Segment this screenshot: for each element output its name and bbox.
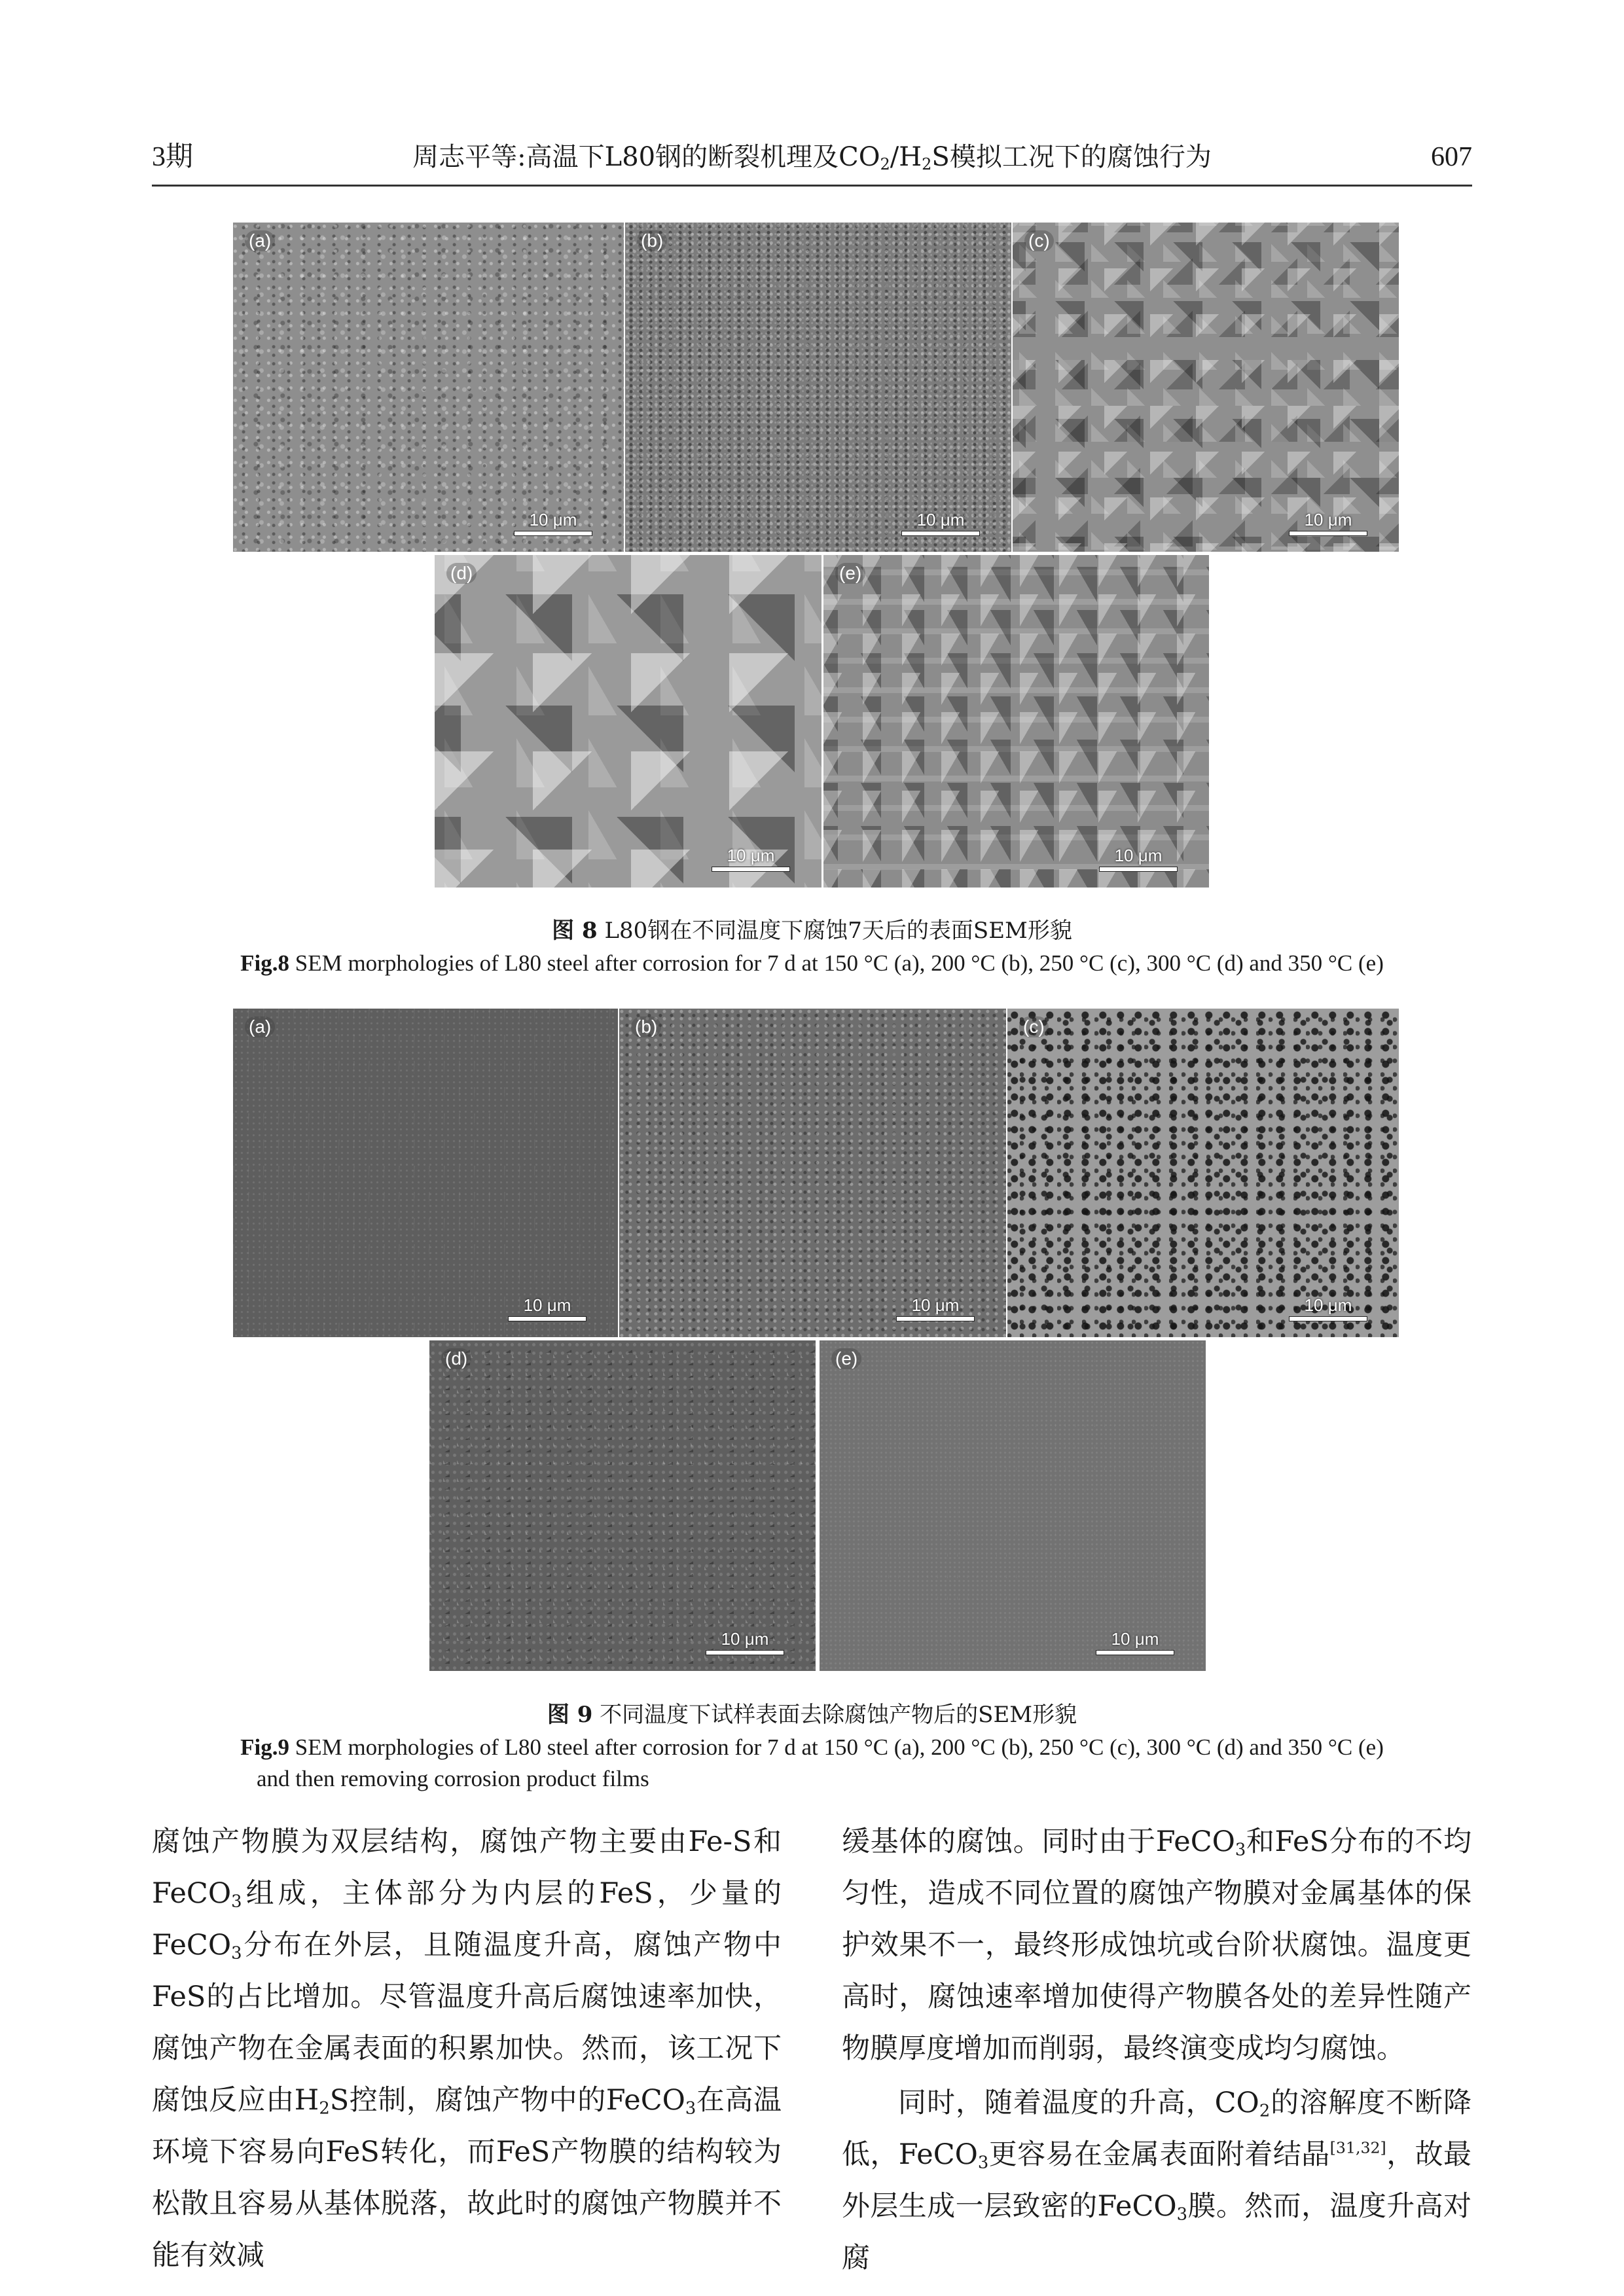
scale-bar-line bbox=[1099, 867, 1178, 872]
scale-bar-label: 10 μm bbox=[727, 846, 775, 865]
scale-bar-label: 10 μm bbox=[916, 510, 965, 529]
body-column-left bbox=[152, 1816, 782, 2282]
issue-number: 3期 bbox=[152, 142, 194, 172]
scale-bar-label: 10 μm bbox=[1111, 1629, 1159, 1649]
scale-bar-line bbox=[901, 531, 980, 536]
fig8-caption-en-number: Fig.8 bbox=[240, 950, 289, 976]
scale-bar bbox=[1289, 510, 1367, 536]
scale-bar bbox=[896, 1295, 975, 1321]
scale-bar-line bbox=[1289, 531, 1367, 536]
fig9-panel-e bbox=[820, 1340, 1206, 1671]
scale-bar-line bbox=[706, 1650, 784, 1655]
fig8-panel-e bbox=[823, 555, 1209, 888]
fig9-panel-d bbox=[429, 1340, 816, 1671]
sem-image bbox=[429, 1340, 816, 1671]
panel-label: (a) bbox=[245, 1016, 275, 1037]
sem-image bbox=[625, 223, 1011, 552]
fig9-panel-a bbox=[233, 1009, 618, 1337]
panel-label: (e) bbox=[835, 563, 865, 584]
running-title: 周志平等:高温下L80钢的断裂机理及$CO_2/H_2S$模拟工况下的腐蚀行为 bbox=[412, 142, 1212, 173]
fig8-caption-en-text: SEM morphologies of L80 steel after corrosion for 7 d at 150 °C (a), 200 °C (b), 250 °C (c), 300 °C (d) and 350 °C (e) bbox=[289, 950, 1384, 976]
panel-label: (c) bbox=[1024, 230, 1054, 251]
scale-bar bbox=[712, 846, 790, 872]
fig8-panel-c bbox=[1013, 223, 1399, 552]
sem-image bbox=[820, 1340, 1206, 1671]
scale-bar-line bbox=[712, 867, 790, 872]
body-paragraph: 缓基体的腐蚀。同时由于FeCO$_3$和FeS分布的不均匀性，造成不同位置的腐蚀产物膜对金属基体的保护效果不一，最终形成蚀坑或台阶状腐蚀。温度更高时，腐蚀速率增加使得产物膜各处的差异性随产物膜厚度增加而削弱，最终演变成均匀腐蚀。 bbox=[842, 1825, 1471, 2065]
scale-bar-line bbox=[1096, 1650, 1174, 1655]
scale-bar-line bbox=[508, 1316, 586, 1321]
panel-label: (c) bbox=[1019, 1016, 1049, 1037]
scale-bar-line bbox=[896, 1316, 975, 1321]
sem-image bbox=[1007, 1009, 1399, 1337]
scale-bar-label: 10 μm bbox=[529, 510, 577, 529]
fig8-caption-cn bbox=[0, 916, 1624, 945]
fig8-panel-d bbox=[435, 555, 821, 888]
fig9-caption-en-text: SEM morphologies of L80 steel after corrosion for 7 d at 150 °C (a), 200 °C (b), 250 °C (c), 300 °C (d) and 350 °C (e) bbox=[289, 1734, 1384, 1760]
scale-bar-line bbox=[1289, 1316, 1367, 1321]
fig9-caption-en-number: Fig.9 bbox=[240, 1734, 289, 1760]
scale-bar bbox=[1099, 846, 1178, 872]
sem-image bbox=[233, 1009, 618, 1337]
scale-bar-label: 10 μm bbox=[1304, 1295, 1352, 1315]
fig9-caption-en-line2: and then removing corrosion product films bbox=[257, 1766, 649, 1791]
fig9-caption-cn-number: 图 9 bbox=[547, 1702, 593, 1728]
sem-image bbox=[619, 1009, 1006, 1337]
panel-label: (a) bbox=[245, 230, 275, 251]
body-paragraph: 同时，随着温度的升高，$CO_2$的溶解度不断降低，FeCO$_3$更容易在金属表面附着结晶[31,32]，故最外层生成一层致密的FeCO$_3$膜。然而，温度升高对腐 bbox=[842, 2087, 1472, 2274]
scale-bar-line bbox=[514, 531, 592, 536]
scale-bar bbox=[514, 510, 592, 536]
fig8-panel-b bbox=[625, 223, 1011, 552]
fig9-caption-cn bbox=[0, 1700, 1624, 1729]
body-column-right bbox=[842, 1816, 1471, 2284]
sem-image bbox=[233, 223, 624, 552]
scale-bar bbox=[706, 1629, 784, 1655]
fig8-caption-en bbox=[0, 949, 1624, 978]
panel-label: (b) bbox=[631, 1016, 661, 1037]
body-paragraph: 腐蚀产物膜为双层结构，腐蚀产物主要由Fe-S和FeCO$_3$组成，主体部分为内层的FeS，少量的FeCO$_3$分布在外层，且随温度升高，腐蚀产物中FeS的占比增加。尽管温度升高后腐蚀速率加快，腐蚀产物在金属表面的积累加快。然而，该工况下腐蚀反应由$H_2S$控制，腐蚀产物中的FeCO$_3$在高温环境下容易向FeS转化，而FeS产物膜的结构较为松散且容易从基体脱落，故此时的腐蚀产物膜并不能有效减 bbox=[152, 1825, 782, 2272]
scale-bar-label: 10 μm bbox=[721, 1629, 769, 1649]
panel-label: (d) bbox=[446, 563, 477, 584]
scale-bar-label: 10 μm bbox=[911, 1295, 960, 1315]
sem-image bbox=[823, 555, 1209, 888]
sem-image bbox=[435, 555, 821, 888]
scale-bar bbox=[1289, 1295, 1367, 1321]
panel-label: (b) bbox=[637, 230, 667, 251]
fig9-panel-b bbox=[619, 1009, 1006, 1337]
scale-bar bbox=[901, 510, 980, 536]
scale-bar-label: 10 μm bbox=[523, 1295, 571, 1315]
fig9-caption-cn-text: 不同温度下试样表面去除腐蚀产物后的SEM形貌 bbox=[592, 1702, 1077, 1728]
fig9-panel-c bbox=[1007, 1009, 1399, 1337]
scale-bar-label: 10 μm bbox=[1304, 510, 1352, 529]
page-number: 607 bbox=[1431, 142, 1472, 172]
panel-label: (e) bbox=[831, 1348, 861, 1369]
fig8-panel-a bbox=[233, 223, 624, 552]
header-rule bbox=[152, 185, 1472, 187]
scale-bar-label: 10 μm bbox=[1114, 846, 1163, 865]
sem-image bbox=[1013, 223, 1399, 552]
fig8-caption-cn-number: 图 8 bbox=[552, 918, 598, 944]
panel-label: (d) bbox=[441, 1348, 471, 1369]
scale-bar bbox=[508, 1295, 586, 1321]
fig8-caption-cn-text: L80钢在不同温度下腐蚀7天后的表面SEM形貌 bbox=[597, 918, 1072, 944]
fig9-caption-en bbox=[0, 1733, 1624, 1762]
scale-bar bbox=[1096, 1629, 1174, 1655]
